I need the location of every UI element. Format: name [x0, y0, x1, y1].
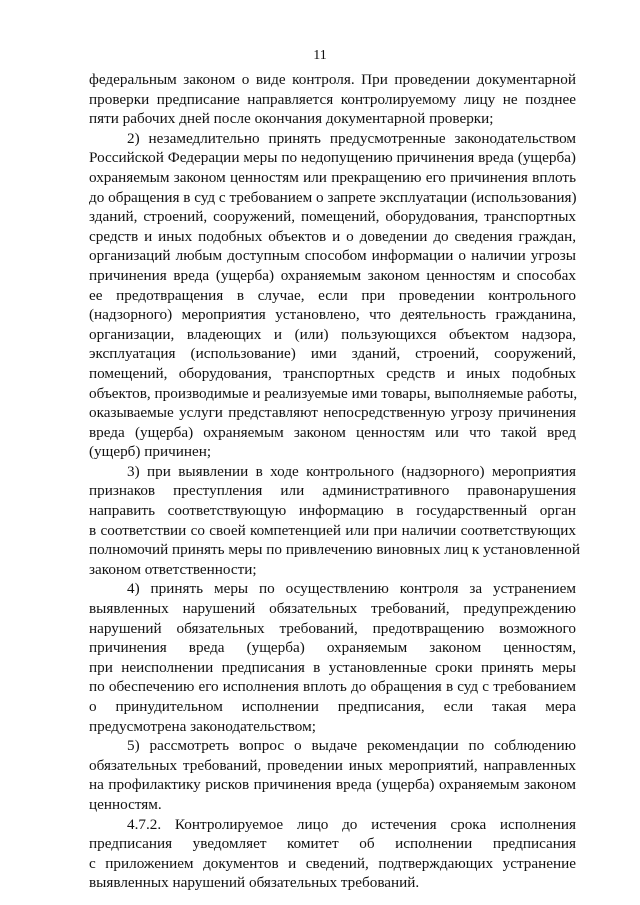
text-line: предусмотрена законодательством;: [89, 717, 316, 735]
paragraph-item-5: [89, 736, 576, 814]
text-line: оказываемые услуги представляют непосредственную угрозу причинения: [89, 404, 576, 422]
text-line: организаций любым доступным способом информации о наличии угрозы: [89, 247, 576, 265]
text-line: 2) незамедлительно принять предусмотренные законодательством: [127, 129, 576, 147]
text-line: законом ответственности;: [89, 560, 257, 578]
text-line: организации, владеющих и (или) пользующихся объектом надзора,: [89, 325, 576, 343]
text-line: причинения вреда (ущерба) охраняемым законом ценностям и способах: [89, 266, 576, 284]
text-line: до обращения в суд с требованием о запрете эксплуатации (использования): [89, 188, 577, 206]
text-line: федеральным законом о виде контроля. При проведении документарной: [89, 71, 576, 88]
text-line: о принудительном исполнении предписания, если такая мера: [89, 698, 576, 715]
text-line: объектов, производимые и реализуемые ими товары, выполняемые работы,: [89, 384, 578, 402]
text-line: при неисполнении предписания в установленные сроки принять меры: [89, 658, 576, 676]
text-line: выявленных нарушений обязательных требований, предупреждению: [89, 600, 576, 618]
text-line: причинения вреда (ущерба) охраняемым законом ценностям,: [89, 639, 576, 657]
text-line: ценностям.: [89, 795, 162, 813]
text-line: направить соответствующую информацию в государственный орган: [89, 502, 576, 520]
text-line: эксплуатация (использование) ими зданий, строений, сооружений,: [89, 345, 576, 363]
text-line: нарушений обязательных требований, предотвращению возможного: [89, 619, 576, 637]
paragraph-item-3: [89, 462, 580, 580]
text-line: с приложением документов и сведений, подтверждающих устранение: [89, 854, 576, 872]
text-line: помещений, оборудования, транспортных средств и иных подобных: [89, 364, 576, 382]
text-line: вреда (ущерба) охраняемым законом ценностям или что такой вред: [89, 423, 576, 441]
paragraph-continuation: [89, 70, 576, 129]
text-line: охраняемым законом ценностям или прекращению его причинения вплоть: [89, 168, 576, 186]
paragraph-item-2: [89, 129, 576, 462]
paragraph-item-4: [89, 579, 576, 736]
text-line: в соответствии со своей компетенцией или при наличии соответствующих: [89, 521, 576, 539]
text-line: выявленных нарушений обязательных требований.: [89, 874, 420, 892]
text-line: обязательных требований, проведении иных мероприятий, направленных: [89, 756, 576, 774]
text-line: на профилактику рисков причинения вреда (ущерба) охраняемым законом: [89, 776, 576, 794]
text-line: ее предотвращения в случае, если при проведении контрольного: [89, 286, 576, 304]
document-body: [89, 70, 580, 893]
text-line: проверки предписание направляется контролируемому лицу не позднее: [89, 90, 576, 108]
text-line: по обеспечению его исполнения вплоть до обращения в суд с требованием: [89, 678, 576, 696]
text-line: пяти рабочих дней после окончания документарной проверки;: [89, 110, 494, 128]
text-line: предписания уведомляет комитет об исполнении предписания: [89, 835, 576, 853]
text-line: средств и иных подобных объектов и о доведении до сведения граждан,: [89, 227, 576, 245]
text-line: зданий, строений, сооружений, помещений, оборудования, транспортных: [89, 208, 576, 226]
text-line: 3) при выявлении в ходе контрольного (надзорного) мероприятия: [127, 462, 576, 480]
text-line: признаков преступления или административного правонарушения: [89, 482, 576, 500]
text-line: (надзорного) мероприятия установлено, что деятельность гражданина,: [89, 306, 576, 324]
text-line: 5) рассмотреть вопрос о выдаче рекомендации по соблюдению: [127, 737, 576, 755]
paragraph-clause-4-7-2: [89, 815, 576, 893]
text-line: полномочий принять меры по привлечению виновных лиц к установленной: [89, 541, 580, 559]
text-line: Российской Федерации меры по недопущению причинения вреда (ущерба): [89, 149, 576, 167]
text-line: 4) принять меры по осуществлению контроля за устранением: [127, 580, 576, 598]
text-line: 4.7.2. Контролируемое лицо до истечения срока исполнения: [127, 815, 576, 833]
page-number: 11: [313, 48, 327, 63]
text-line: (ущерб) причинен;: [89, 443, 212, 461]
